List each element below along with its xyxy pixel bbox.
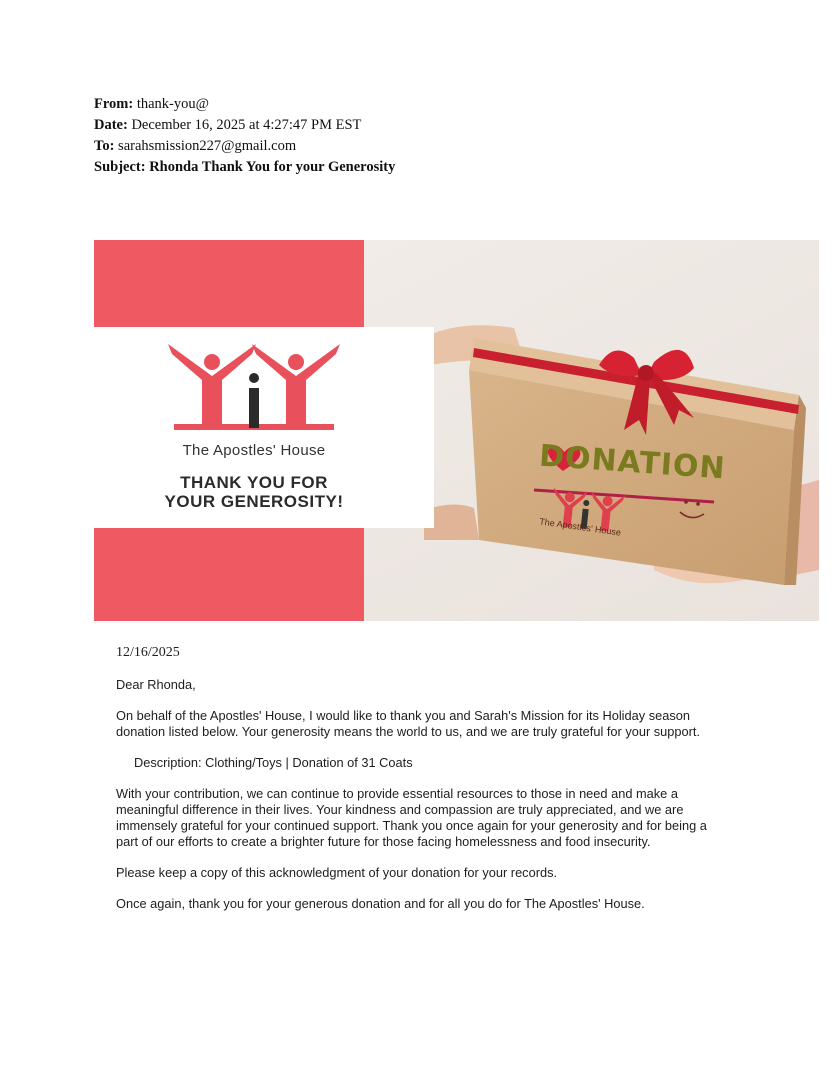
letter-body bbox=[116, 645, 728, 927]
from-line bbox=[94, 94, 694, 115]
red-stripe-top bbox=[94, 240, 364, 327]
from-label: From: bbox=[94, 96, 134, 112]
to-line bbox=[94, 136, 694, 157]
donation-box-text: DONATION bbox=[538, 438, 727, 487]
date-label: Date: bbox=[94, 117, 128, 133]
subject-line bbox=[94, 157, 694, 178]
apostles-house-logo bbox=[164, 344, 344, 430]
paragraph-4: Once again, thank you for your generous donation and for all you do for The Apostles' House. bbox=[116, 896, 645, 911]
org-name: The Apostles' House bbox=[182, 442, 326, 459]
email-header bbox=[94, 94, 694, 178]
salutation: Dear Rhonda, bbox=[116, 677, 196, 692]
subject-value: Rhonda Thank You for your Generosity bbox=[149, 159, 396, 175]
date-value: December 16, 2025 at 4:27:47 PM EST bbox=[131, 117, 362, 133]
from-value: thank-you@ bbox=[136, 96, 209, 112]
paragraph-3: Please keep a copy of this acknowledgment of your donation for your records. bbox=[116, 865, 558, 880]
thank-you-line-1: THANK YOU FOR bbox=[180, 473, 328, 492]
to-label: To: bbox=[94, 138, 115, 154]
date-line bbox=[94, 115, 694, 136]
thank-you-banner bbox=[94, 240, 819, 621]
subject-label: Subject: bbox=[94, 159, 146, 175]
to-value: sarahsmission227@gmail.com bbox=[118, 138, 297, 154]
paragraph-1: On behalf of the Apostles' House, I would like to thank you and Sarah's Mission for its Holiday season donation listed below. Your generosity means the world to us, and we are truly grateful for your support. bbox=[116, 708, 701, 739]
box-org-name: The Apostles' House bbox=[538, 516, 622, 538]
thank-you-heading bbox=[94, 473, 414, 511]
red-stripe-bottom bbox=[94, 528, 364, 621]
paragraph-2: With your contribution, we can continue to provide essential resources to those in need and make a meaningful difference in their lives. Your kindness and compassion are truly appreciated, and we are immensely grateful for your continued support. Thank you once again for your generosity and for being a part of our efforts to create a brighter future for those facing homelessness and food insecurity. bbox=[116, 786, 707, 849]
thank-you-line-2: YOUR GENEROSITY! bbox=[164, 492, 344, 511]
letter-date: 12/16/2025 bbox=[116, 645, 180, 660]
donation-description: Description: Clothing/Toys | Donation of 31 Coats bbox=[134, 755, 413, 770]
